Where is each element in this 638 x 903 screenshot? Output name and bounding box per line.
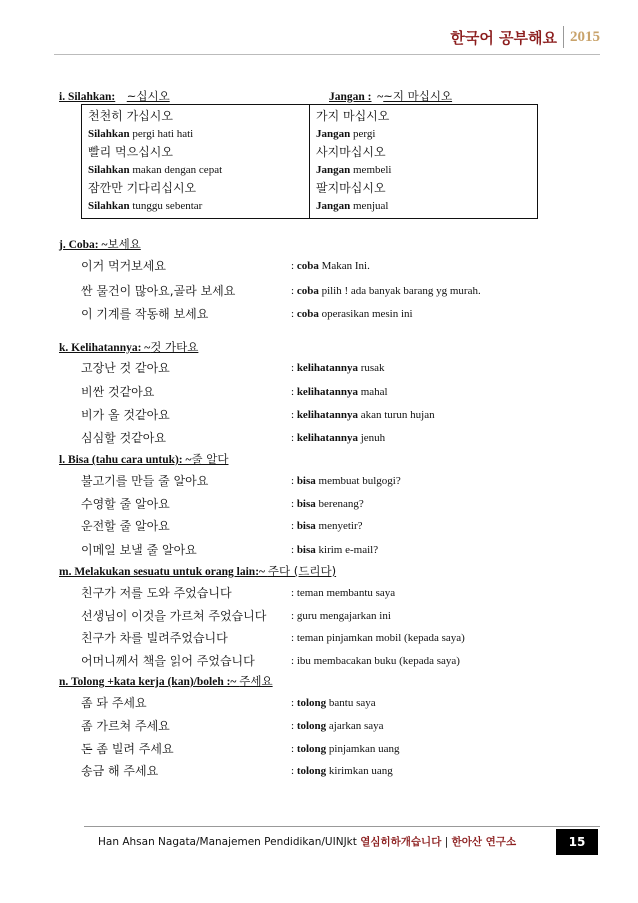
- cell-text: pergi hati hati: [129, 128, 194, 140]
- section-label: l. Bisa (tahu cara untuk): ~: [59, 454, 192, 466]
- translation-text: kirim e-mail?: [315, 544, 379, 556]
- korean-sentence: 송금 해 주세요: [81, 764, 159, 778]
- section-pattern: 주다 (드리다): [267, 564, 337, 578]
- keyword: bisa: [296, 544, 316, 556]
- translation-text: bantu saya: [326, 697, 376, 709]
- keyword: tolong: [296, 720, 327, 732]
- cell-korean: 빨리 먹으십시오: [88, 145, 173, 159]
- page-header: [450, 24, 600, 50]
- translation: : kelihatannya mahal: [291, 386, 388, 398]
- cell-keyword: Silahkan: [88, 128, 130, 140]
- list-item: [81, 651, 551, 671]
- translation: : coba pilih ! ada banyak barang yg murah.: [291, 285, 481, 297]
- cell-korean: 사지마십시오: [316, 145, 386, 159]
- section-n-heading: [59, 673, 273, 689]
- korean-sentence: 고장난 것 같아요: [81, 361, 170, 375]
- list-item: [81, 540, 551, 560]
- korean-sentence: 선생님이 이것을 가르쳐 주었습니다: [81, 609, 267, 623]
- translation-text: teman membantu saya: [296, 587, 396, 599]
- section-i-right-pattern: ~지 마십시오: [383, 89, 453, 103]
- korean-sentence: 어머니께서 책을 읽어 주었습니다: [81, 654, 255, 668]
- translation: : tolong bantu saya: [291, 697, 376, 709]
- korean-sentence: 이 기계를 작동해 보세요: [81, 307, 209, 321]
- cell-indonesian: [316, 197, 531, 215]
- translation: : bisa kirim e-mail?: [291, 544, 379, 556]
- header-rule: [54, 54, 600, 55]
- list-item: [81, 358, 551, 378]
- translation: : teman pinjamkan mobil (kepada saya): [291, 632, 465, 644]
- cell-indonesian: [88, 197, 303, 215]
- footer-institute: 한아산 연구소: [451, 836, 517, 848]
- translation-text: teman pinjamkan mobil (kepada saya): [296, 632, 465, 644]
- table-row: [82, 105, 538, 219]
- cell-indonesian: [88, 161, 303, 179]
- korean-sentence: 돈 좀 빌려 주세요: [81, 742, 174, 756]
- footer-author: Han Ahsan Nagata/Manajemen Pendidikan/UINJkt: [98, 836, 361, 848]
- list-item: [81, 382, 551, 402]
- keyword: coba: [296, 308, 319, 320]
- section-m-heading: [59, 563, 336, 579]
- translation: : tolong kirimkan uang: [291, 765, 393, 777]
- keyword: kelihatannya: [296, 409, 358, 421]
- section-label: j. Coba: ~: [59, 239, 108, 251]
- section-label: k. Kelihatannya: ~: [59, 342, 151, 354]
- korean-sentence: 이메일 보낼 줄 알아요: [81, 543, 197, 557]
- cell-text: menjual: [350, 200, 389, 212]
- translation: : bisa menyetir?: [291, 520, 363, 532]
- section-i-table: [81, 104, 538, 219]
- translation-text: berenang?: [315, 498, 364, 510]
- cell-korean: 가지 마십시오: [316, 109, 390, 123]
- section-i-left-pattern: ~십시오: [126, 89, 170, 103]
- translation-text: guru mengajarkan ini: [296, 610, 391, 622]
- keyword: tolong: [296, 765, 327, 777]
- translation-text: menyetir?: [315, 520, 363, 532]
- section-i-right-label: Jangan :: [329, 91, 372, 103]
- section-label: m. Melakukan sesuatu untuk orang lain:~: [59, 566, 268, 578]
- translation: : coba operasikan mesin ini: [291, 308, 413, 320]
- translation: : tolong pinjamkan uang: [291, 743, 400, 755]
- list-item: [81, 583, 551, 603]
- translation-text: rusak: [357, 362, 385, 374]
- list-item: [81, 761, 551, 781]
- korean-sentence: 좀 가르쳐 주세요: [81, 719, 170, 733]
- page-number: 15: [556, 829, 598, 855]
- section-pattern: 줄 알다: [191, 452, 229, 466]
- translation-text: pilih ! ada banyak barang yg murah.: [318, 285, 481, 297]
- section-l-heading: [59, 451, 228, 467]
- cell-text: makan dengan cepat: [129, 164, 223, 176]
- section-i-right-heading: Jangan : ~~지 마십시오: [329, 89, 453, 103]
- translation-text: Makan Ini.: [318, 260, 370, 272]
- cell-korean: 잠깐만 기다리십시오: [88, 181, 197, 195]
- keyword: kelihatannya: [296, 362, 358, 374]
- list-item: [81, 471, 551, 491]
- header-year: 2015: [570, 28, 600, 45]
- list-item: [81, 628, 551, 648]
- keyword: coba: [296, 260, 319, 272]
- section-i-left-label: i. Silahkan:: [59, 91, 116, 103]
- section-i-left-heading: [59, 88, 170, 104]
- translation: : coba Makan Ini.: [291, 260, 370, 272]
- keyword: tolong: [296, 697, 327, 709]
- list-item: [81, 716, 551, 736]
- table-cell-silahkan: [82, 105, 310, 219]
- translation-text: mahal: [357, 386, 388, 398]
- cell-text: tunggu sebentar: [129, 200, 203, 212]
- keyword: bisa: [296, 520, 316, 532]
- list-item: [81, 281, 551, 301]
- list-item: [81, 494, 551, 514]
- cell-indonesian: [316, 161, 531, 179]
- section-pattern: 것 가타요: [150, 340, 199, 354]
- cell-korean: 팔지마십시오: [316, 181, 386, 195]
- translation: : ibu membacakan buku (kepada saya): [291, 655, 460, 667]
- translation: : guru mengajarkan ini: [291, 610, 391, 622]
- translation: : teman membantu saya: [291, 587, 396, 599]
- cell-korean: 천천히 가십시오: [88, 109, 173, 123]
- korean-sentence: 비싼 것같아요: [81, 385, 155, 399]
- korean-sentence: 친구가 저를 도와 주었습니다: [81, 586, 232, 600]
- korean-sentence: 비가 올 것같아요: [81, 408, 170, 422]
- table-cell-jangan: [310, 105, 538, 219]
- translation-text: membuat bulgogi?: [315, 475, 401, 487]
- translation-text: kirimkan uang: [326, 765, 393, 777]
- cell-keyword: Silahkan: [88, 164, 130, 176]
- korean-sentence: 심심할 것같아요: [81, 431, 166, 445]
- list-item: [81, 405, 551, 425]
- keyword: kelihatannya: [296, 432, 358, 444]
- list-item: [81, 606, 551, 626]
- translation: : kelihatannya jenuh: [291, 432, 386, 444]
- keyword: bisa: [296, 475, 316, 487]
- keyword: bisa: [296, 498, 316, 510]
- translation: : kelihatannya rusak: [291, 362, 385, 374]
- korean-sentence: 이거 먹거보세요: [81, 259, 166, 273]
- section-pattern: 보세요: [107, 237, 141, 251]
- translation-text: jenuh: [357, 432, 386, 444]
- korean-sentence: 수영할 줄 알아요: [81, 497, 170, 511]
- korean-sentence: 운전할 줄 알아요: [81, 519, 170, 533]
- korean-sentence: 좀 돠 주세요: [81, 696, 147, 710]
- cell-keyword: Jangan: [316, 200, 351, 212]
- header-title: 한국어 공부해요: [450, 28, 557, 47]
- cell-text: pergi: [350, 128, 376, 140]
- cell-indonesian: [88, 125, 303, 143]
- footer-korean: 열심히하개습니다: [360, 836, 442, 848]
- translation-text: pinjamkan uang: [326, 743, 400, 755]
- translation: : bisa berenang?: [291, 498, 364, 510]
- page-footer: [98, 831, 516, 853]
- footer-separator: |: [441, 836, 452, 848]
- list-item: [81, 256, 551, 276]
- cell-keyword: Silahkan: [88, 200, 130, 212]
- footer-rule: [84, 826, 600, 827]
- keyword: kelihatannya: [296, 386, 358, 398]
- translation: : kelihatannya akan turun hujan: [291, 409, 435, 421]
- translation-text: ajarkan saya: [326, 720, 384, 732]
- list-item: [81, 428, 551, 448]
- cell-indonesian: [316, 125, 531, 143]
- section-k-heading: [59, 339, 198, 355]
- list-item: [81, 739, 551, 759]
- korean-sentence: 불고기를 만들 줄 알아요: [81, 474, 209, 488]
- korean-sentence: 친구가 차를 빌려주었습니다: [81, 631, 228, 645]
- list-item: [81, 304, 551, 324]
- list-item: [81, 693, 551, 713]
- section-pattern: 주세요: [239, 674, 273, 688]
- translation: : bisa membuat bulgogi?: [291, 475, 401, 487]
- translation-text: akan turun hujan: [357, 409, 435, 421]
- translation: : tolong ajarkan saya: [291, 720, 384, 732]
- cell-keyword: Jangan: [316, 164, 351, 176]
- translation-text: ibu membacakan buku (kepada saya): [296, 655, 460, 667]
- keyword: coba: [296, 285, 319, 297]
- korean-sentence: 싼 물건이 많아요,골라 보세요: [81, 284, 236, 298]
- cell-keyword: Jangan: [316, 128, 351, 140]
- section-j-heading: [59, 236, 141, 252]
- section-label: n. Tolong +kata kerja (kan)/boleh :~: [59, 676, 240, 688]
- cell-text: membeli: [350, 164, 392, 176]
- list-item: [81, 516, 551, 536]
- translation-text: operasikan mesin ini: [318, 308, 413, 320]
- keyword: tolong: [296, 743, 327, 755]
